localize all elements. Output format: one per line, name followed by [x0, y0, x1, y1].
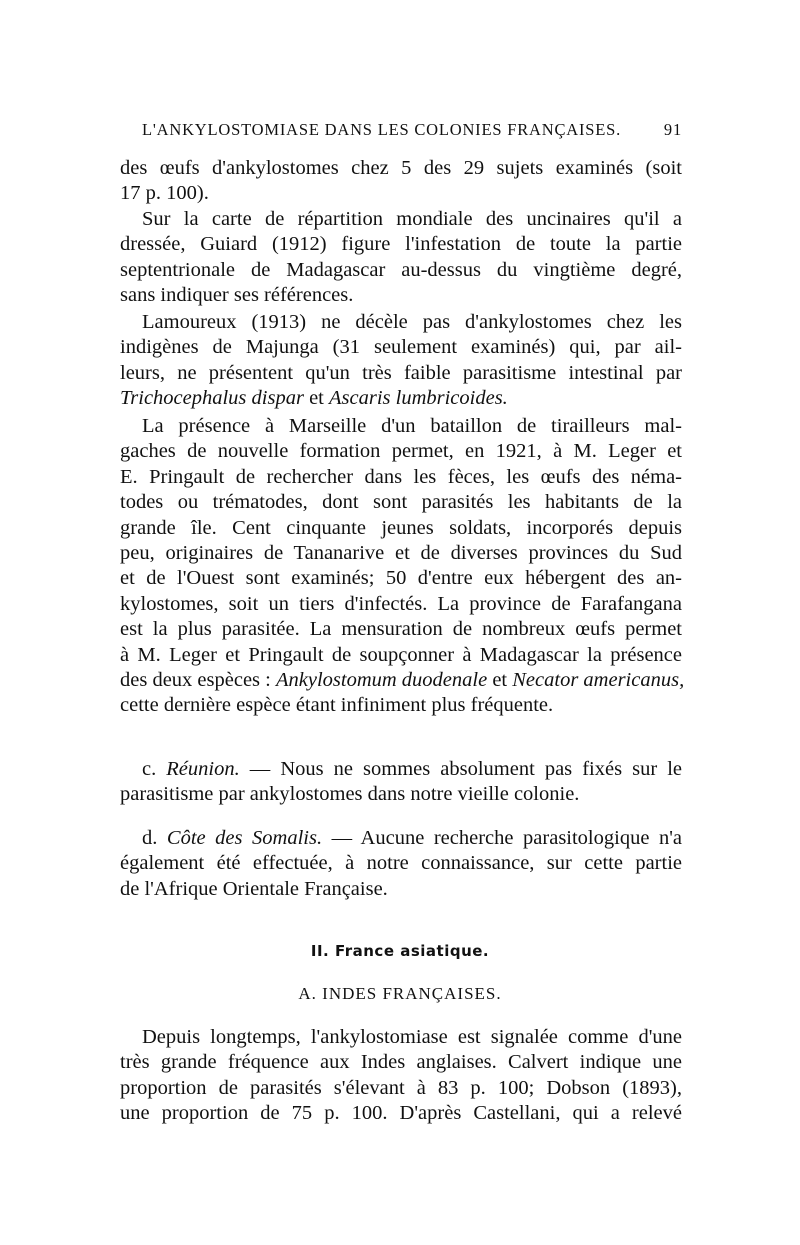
text-line: cette dernière espèce étant infiniment plus fréquente.: [120, 694, 554, 717]
text-line: très grande fréquence aux Indes anglaises. Calvert indique une: [120, 1051, 682, 1074]
text-line: sans indiquer ses références.: [120, 284, 354, 307]
conjunction: et: [309, 387, 324, 410]
text-line: E. Pringault de rechercher dans les fèces, les œufs des néma-: [120, 465, 682, 488]
paragraph-somalis: [120, 826, 682, 902]
text-line: indigènes de Majunga (31 seulement examinés) qui, par ail-: [120, 336, 682, 359]
text-line: dressée, Guiard (1912) figure l'infestation de toute la partie: [120, 233, 682, 256]
species-name: Trichocephalus dispar: [120, 387, 304, 410]
paragraph-lamoureux: [120, 310, 682, 412]
text-line: à M. Leger et Pringault de soupçonner à Madagascar la présence: [120, 643, 682, 666]
species-name: Ascaris lumbricoides.: [329, 387, 508, 410]
text-line: kylostomes, soit un tiers d'infectés. La province de Farafangana: [120, 592, 682, 615]
paragraph-reunion: [120, 757, 682, 808]
text-line: [120, 386, 682, 411]
text-line: proportion de parasités s'élevant à 83 p. 100; Dobson (1893),: [120, 1076, 682, 1099]
text-fragment: d.: [142, 827, 167, 849]
section-heading: II. France asiatique.: [310, 942, 490, 960]
text-line: leurs, ne présentent qu'un très faible parasitisme intestinal par: [120, 361, 682, 384]
page-number: 91: [663, 120, 682, 139]
species-name: Ankylostomum duodenale: [275, 668, 488, 691]
text-line: est la plus parasitée. La mensuration de nombreux œufs permet: [120, 618, 682, 641]
text-line: Depuis longtemps, l'ankylostomiase est signalée comme d'une: [142, 1026, 682, 1048]
text-line: et de l'Ouest sont examinés; 50 d'entre eux hébergent des an-: [120, 567, 682, 590]
text-line: [120, 757, 682, 782]
place-name: Réunion.: [166, 758, 240, 780]
text-line: [120, 668, 685, 693]
paragraph-marseille: [120, 414, 685, 719]
place-name: Côte des Somalis.: [166, 827, 323, 849]
text-fragment: des deux espèces :: [120, 668, 276, 691]
text-line: également été effectuée, à notre connaissance, sur cette partie: [120, 852, 682, 875]
text-line: [120, 826, 682, 851]
text-line: septentrionale de Madagascar au-dessus du vingtième degré,: [120, 258, 682, 281]
text-line: gaches de nouvelle formation permet, en 1921, à M. Leger et: [120, 440, 682, 463]
text-fragment: c.: [142, 758, 167, 780]
species-name: Necator americanus,: [512, 668, 685, 691]
text-fragment: — Aucune recherche parasitologique n'a: [322, 827, 683, 849]
running-header: [142, 120, 682, 140]
paragraph-guiard: [120, 207, 682, 309]
paragraph-indes: [120, 1025, 682, 1127]
text-fragment: — Nous ne sommes absolument pas fixés sur le: [239, 758, 682, 780]
text-line: parasitisme par ankylostomes dans notre vieille colonie.: [120, 783, 580, 806]
text-line: Lamoureux (1913) ne décèle pas d'ankylostomes chez les: [142, 311, 682, 333]
text-line: 17 p. 100).: [120, 182, 209, 205]
text-line: grande île. Cent cinquante jeunes soldats, incorporés depuis: [120, 516, 682, 539]
text-line: todes ou trématodes, dont sont parasités les habitants de la: [120, 491, 682, 514]
text-line: des œufs d'ankylostomes chez 5 des 29 sujets examinés (soit: [120, 157, 682, 179]
text-line: peu, originaires de Tananarive et de diverses provinces du Sud: [120, 541, 682, 564]
text-line: une proportion de 75 p. 100. D'après Castellani, qui a relevé: [120, 1102, 682, 1125]
paragraph-continuation: [120, 156, 682, 207]
conjunction: et: [487, 668, 513, 691]
text-line: Sur la carte de répartition mondiale des uncinaires qu'il a: [142, 208, 682, 230]
running-title: L'ANKYLOSTOMIASE DANS LES COLONIES FRANÇAISES.: [142, 120, 622, 139]
subsection-heading: A. INDES FRANÇAISES.: [298, 984, 502, 1003]
text-line: de l'Afrique Orientale Française.: [120, 877, 388, 900]
text-line: La présence à Marseille d'un bataillon de tirailleurs mal-: [142, 415, 682, 437]
